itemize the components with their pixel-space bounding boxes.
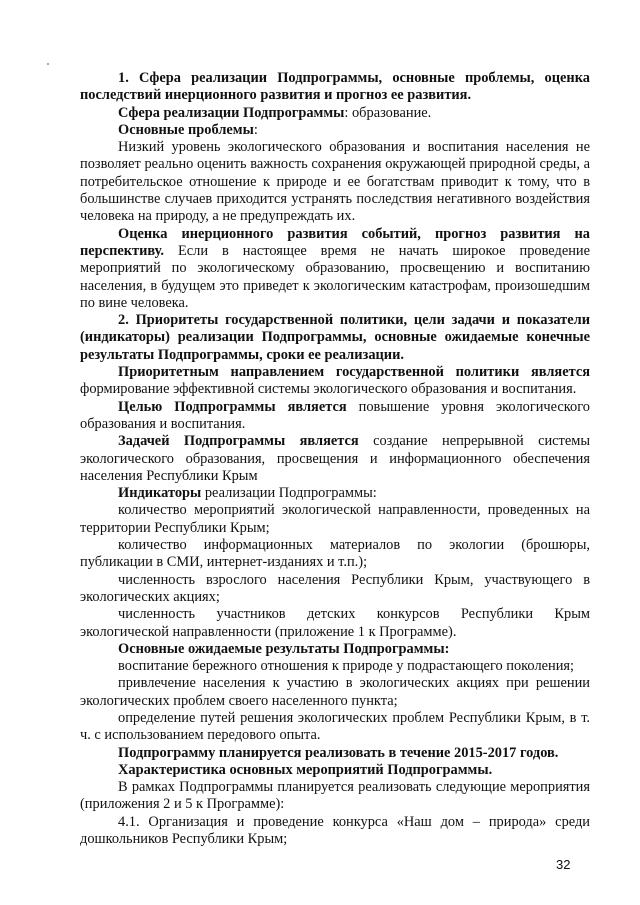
text-run: формирование эффективной системы экологического образования и воспитания. — [80, 381, 577, 398]
bold-run: 2. Приоритеты государственной политики, цели задачи и показатели (индикаторы) реализации Подпрограммы, основные ожидаемые конечные результаты Подпрограммы, сроки ее реализации. — [80, 312, 590, 363]
bold-run: Целью Подпрограммы является — [118, 398, 347, 415]
page-number: 32 — [556, 857, 571, 872]
text-run: количество мероприятий экологической направленности, проведенных на территории Республики Крым; — [80, 502, 590, 536]
paragraph-indicators-label — [80, 485, 590, 502]
text-run: привлечение населения к участию в экологических акциях при решении экологических проблем своего населенного пункта; — [80, 675, 590, 709]
text-run: повышение уровня экологического образования и воспитания. — [80, 398, 590, 432]
paragraph-goal — [80, 399, 590, 434]
paragraph-timeline — [80, 745, 590, 762]
paragraph-problems-text — [80, 139, 590, 225]
bold-run: Характеристика основных мероприятий Подпрограммы. — [118, 761, 493, 778]
paragraph-result-2 — [80, 675, 590, 710]
paragraph-result-3 — [80, 710, 590, 745]
paragraph-scope — [80, 105, 590, 122]
text-run: 4.1. Организация и проведение конкурса «Наш дом – природа» среди дошкольников Республики Крым; — [80, 813, 590, 848]
bold-run: Задачей Подпрограммы является — [118, 433, 359, 450]
text-run: : — [253, 121, 258, 138]
bold-run: Оценка инерционного развития событий, прогноз развития на перспективу. — [80, 225, 590, 259]
paragraph-results-label — [80, 641, 590, 658]
text-run: создание непрерывной системы экологического образования, просвещения и информационного обеспечения населения Республики Крым — [80, 433, 590, 484]
paragraph-priority — [80, 364, 590, 399]
bold-run: 1. Сфера реализации Подпрограммы, основные проблемы, оценка последствий инерционного развития и прогноз ее развития. — [80, 70, 590, 104]
paragraph-measures-heading — [80, 762, 590, 779]
bold-run: Подпрограмму планируется реализовать в течение 2015-2017 годов. — [118, 744, 559, 761]
paragraph-indicator-2 — [80, 537, 590, 572]
text-run: воспитание бережного отношения к природе у подрастающего поколения; — [118, 658, 575, 675]
bold-run: Сфера реализации Подпрограммы — [118, 104, 345, 121]
paragraph-task — [80, 433, 590, 485]
text-run: численность участников детских конкурсов Республики Крым экологической направленности (приложение 1 к Программе). — [80, 606, 590, 640]
paragraph-section2-heading — [80, 312, 590, 364]
bold-run: Основные ожидаемые результаты Подпрограммы: — [118, 640, 450, 657]
scan-speck — [47, 63, 49, 65]
bold-run: Приоритетным направлением государственной политики является — [118, 364, 590, 381]
text-run: В рамках Подпрограммы планируется реализовать следующие мероприятия (приложения 2 и 5 к Программе): — [80, 779, 590, 813]
text-run: численность взрослого населения Республики Крым, участвующего в экологических акциях; — [80, 571, 590, 605]
text-run: : образование. — [344, 104, 432, 121]
paragraph-inertia-assessment — [80, 226, 590, 312]
paragraph-main-problems-label — [80, 122, 590, 139]
paragraph-result-1 — [80, 658, 590, 675]
bold-run: Индикаторы — [118, 485, 202, 502]
text-run: определение путей решения экологических проблем Республики Крым, в т. ч. с использованием передового опыта. — [80, 709, 590, 744]
paragraph-indicator-1 — [80, 502, 590, 537]
text-run: Низкий уровень экологического образования и воспитания населения не позволяет реально оценить важность сохранения окружающей природной среды, а потребительское отношение к природе и ее богатствам приводит к тому, что в большинстве случаев приходится устранять последствия негативного воздействия человека на природу, а не предупреждать их. — [80, 139, 590, 225]
paragraph-indicator-4 — [80, 606, 590, 641]
document-body — [80, 70, 590, 848]
text-run: количество информационных материалов по экологии (брошюры, публикации в СМИ, интернет-изданиях и т.п.); — [80, 537, 590, 571]
text-run: Если в настоящее время не начать широкое проведение мероприятий по экологическому образованию, просвещению и воспитанию населения, в будущем это приведет к экологическим катастрофам, произошедшим по вине человека. — [80, 242, 590, 311]
bold-run: Основные проблемы — [118, 121, 254, 138]
text-run: реализации Подпрограммы: — [201, 485, 377, 502]
paragraph-measures-intro — [80, 779, 590, 814]
paragraph-indicator-3 — [80, 572, 590, 607]
paragraph-measure-4-1 — [80, 814, 590, 849]
paragraph-section1-heading — [80, 70, 590, 105]
